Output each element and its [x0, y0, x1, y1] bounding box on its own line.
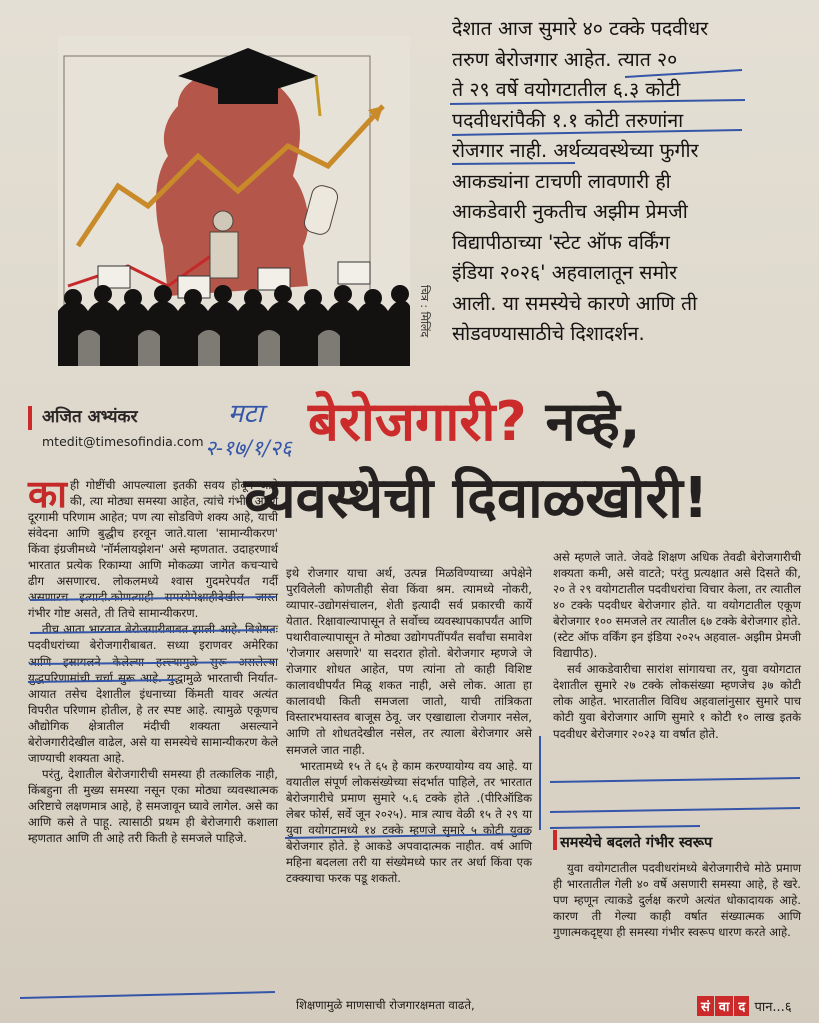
article-column-3: [553, 549, 801, 742]
deck-line: रोजगार नाही. अर्थव्यवस्थेच्या फुगीर: [452, 139, 699, 162]
deck-text: [452, 14, 804, 350]
headline-line1: [308, 390, 640, 454]
paragraph-text: ही गोष्टींची आपल्याला इतकी सवय होवून जाते की, त्या मोठ्या समस्या आहेत, त्यांचे गंभीर आणि दूरगामी परिणाम आहेत; पण त्या सोडविणे शक्य आहे, याची संवेदना आणि बुद्धीच हरवून जाते.याला 'सामान्यीकरण' किंवा इंग्रजीमध्ये 'नॉर्मलायझेशन' असे म्हणतात. उदाहरणार्थ भारतात प्रत्येक रिकाम्या आणि मोकळ्या जागेत कचऱ्याचे ढीग असणारच. लोकलमध्ये श्वास गुदमरेपर्यंत गर्दी असणारच इत्यादी.कोणत्याही समस्येपेक्षाहीदेखील जास्त गंभीर गोष्ट असते, ती तिचे सामान्यीकरण.: [28, 478, 278, 621]
handwritten-date: २-१७/१/२६: [205, 436, 292, 460]
illustration: [58, 36, 410, 366]
section-tag-letter: सं: [697, 996, 714, 1016]
paragraph: इथे रोजगार याचा अर्थ, उत्पन्न मिळविण्याच्या अपेक्षेने पुरविलेली कोणतीही सेवा किंवा श्रम. त्यामध्ये नोकरी, व्यापार-उद्योगसंचालन, शेती इत्यादी सर्व प्रकारची कार्ये येतात. रिक्षावाल्यापासून ते सर्वोच्च व्यवस्थापकापर्यंत आणि पथारीवाल्यापासून ते मोठ्या उद्योगपतींपर्यंत सर्वांचा समावेश 'रोजगार असणारे' या सदरात होतो. बेरोजगार म्हणजे जे रोजगार शोधत आहेत, पण त्यांना तो काही विशिष्ट कालावधीपर्यंत मिळू शकत नाही, असे लोक. आता हा कालावधी किती समजला जातो, याची तांत्रिकता विस्तारभयास्तव बाजूस ठेवू. जर एखाद्याला रोजगार नसेल, आणि तो शोधतदेखील नसेल, तर त्याला बेरोजगार असे समजले जात नाही.: [286, 566, 532, 757]
paragraph: परंतु, देशातील बेरोजगारीची समस्या ही तत्कालिक नाही, किंबहुना ती मुख्य समस्या नसून एका मोठ्या व्यवस्थात्मक अरिष्टाचे लक्षणमात्र आहे, हे समजावून घ्यावे लागेल. असे का आणि कसे ते पाहू. त्यासाठी प्रथम ही बेरोजगारी कशाला म्हणतात आणि ती आहे तरी किती हे समजले पाहिजे.: [28, 766, 278, 846]
headline-line2: व्यवस्थेची दिवाळखोरी!: [244, 466, 709, 531]
section-tag-letter: द: [734, 996, 749, 1016]
deck-line: पदवीधरांपैकी १.१ कोटी तरुणांना: [452, 108, 684, 132]
column-2-last-line: शिक्षणामुळे माणसाची रोजगारक्षमता वाढते,: [296, 998, 475, 1012]
deck-line: सोडवण्यासाठीचे दिशादर्शन.: [452, 322, 645, 345]
article-column-1: [28, 472, 278, 846]
author-email: mtedit@timesofindia.com: [42, 434, 204, 449]
page-reference: पान...६: [754, 1000, 792, 1015]
illustration-credit: चित्र : मिलिंद: [418, 285, 431, 338]
paragraph: सर्व आकडेवारीचा सारांश सांगायचा तर, युवा वयोगटात देशातील सुमारे २७ टक्के लोकसंख्या म्हणजेच ३७ कोटी लोक आहेत. भारतातील विविध अहवालांनुसार सुमारे पाच कोटी युवा बेरोजगार आणि सुमारे १ कोटी १० लाख इतके पदवीधर बेरोजगार २०२३ या वर्षात होते.: [553, 662, 801, 741]
deck-line: आकडेवारी नुकतीच अझीम प्रेमजी: [452, 200, 688, 223]
illustration-svg: [58, 36, 410, 366]
paragraph: [28, 472, 278, 621]
deck-line: विद्यापीठाच्या 'स्टेट ऑफ वर्किंग: [452, 230, 670, 254]
subheading-accent-bar: [553, 830, 557, 850]
author-name: अजित अभ्यंकर: [42, 407, 138, 427]
deck-line: ते २९ वर्षे वयोगटातील ६.३ कोटी: [452, 78, 681, 101]
byline-accent-bar: [28, 406, 32, 430]
handwritten-note: मटा: [228, 399, 264, 429]
article-column-2: [286, 565, 532, 886]
section-tag: [697, 996, 792, 1016]
headline-part1: बेरोजगारी?: [308, 390, 527, 453]
deck-line: आकड्यांना टाचणी लावणारी ही: [452, 169, 671, 193]
deck-line: आली. या समस्येचे कारणे आणि ती: [452, 291, 698, 315]
headline-part2: नव्हे,: [545, 390, 641, 453]
subheading: समस्येचे बदलते गंभीर स्वरूप: [560, 835, 713, 851]
section-tag-letter: वा: [715, 996, 734, 1016]
deck-line: इंडिया २०२६' अहवालातून समोर: [452, 261, 678, 284]
paragraph: भारतामध्ये १५ ते ६५ हे काम करण्यायोग्य वय आहे. या वयातील संपूर्ण लोकसंख्येच्या संदर्भात पाहिले, तर भारतात बेरोजगारीचे प्रमाण सुमारे ५.६ टक्के होते .(पीरिऑडिक लेबर फोर्स, सर्वे जून २०२५). मात्र त्याच वेळी १५ ते २९ या युवा वयोगटामध्ये १४ टक्के म्हणजे सुमारे ५ कोटी युवक बेरोजगार होते. हे आकडे अपवादात्मक नाहीत. वर्ष आणि महिना बदलला तरी या संख्येमध्ये फार तर अर्धा किंवा एक टक्क्याचा फरक पडू शकतो.: [286, 758, 532, 885]
article-column-3-continued: युवा वयोगटातील पदवीधरांमध्ये बेरोजगारीचे मोठे प्रमाण ही भारतातील गेली ४० वर्षे असणारी समस्या आहे, हे खरे. पण म्हणून त्याकडे दुर्लक्ष करणे अत्यंत धोकादायक आहे. कारण ती गेल्या काही वर्षात संख्यात्मक आणि गुणात्मकदृष्ट्या ही समस्या गंभीर स्वरूप धारण करते आहे.: [553, 861, 801, 940]
deck-line: देशात आज सुमारे ४० टक्के पदवीधर: [452, 17, 709, 40]
paragraph: तीच आता भारतात बेरोजगारीबाबत झाली आहे. विशेषतः पदवीधरांच्या बेरोजगारीबाबत. सध्या इराणवर अमेरिका आणि इस्रायलने केलेल्या हल्ल्यामुळे सुरू असलेल्या युद्धपरिणामांची चर्चा सुरू आहे. युद्धामुळे भारताची निर्यात-आयात तसेच देशातील इंधनाच्या किंमती यावर अत्यंत विपरीत परिणाम होतील, हे तर स्पष्ट आहे. त्यामुळे एकूणच औद्योगिक क्षेत्रातील मंदीची शक्यता असल्याने बेरोजगारीदेखील वाढेल, असे या समस्येचे सामान्यीकरण केले जाण्याची शक्यता आहे.: [28, 622, 278, 765]
drop-cap: का: [28, 472, 68, 516]
paragraph: असे म्हणले जाते. जेवढे शिक्षण अधिक तेवढी बेरोजगारीची शक्यता कमी, असे वाटते; परंतु प्रत्यक्षात असे दिसते की, २० ते २९ वयोगटातील पदवीधरांचा विचार केला, तर त्यातील ४० टक्के पदवीधर बेरोजगार होते. या वयोगटातील एकूण बेरोजगार १०० समजले तर त्यातील ६७ टक्के बेरोजगार होते. (स्टेट ऑफ वर्किंग इन इंडिया २०२५ अहवाल- अझीम प्रेमजी विद्यापीठ).: [553, 550, 801, 661]
deck-line: तरुण बेरोजगार आहेत. त्यात २०: [452, 47, 678, 71]
